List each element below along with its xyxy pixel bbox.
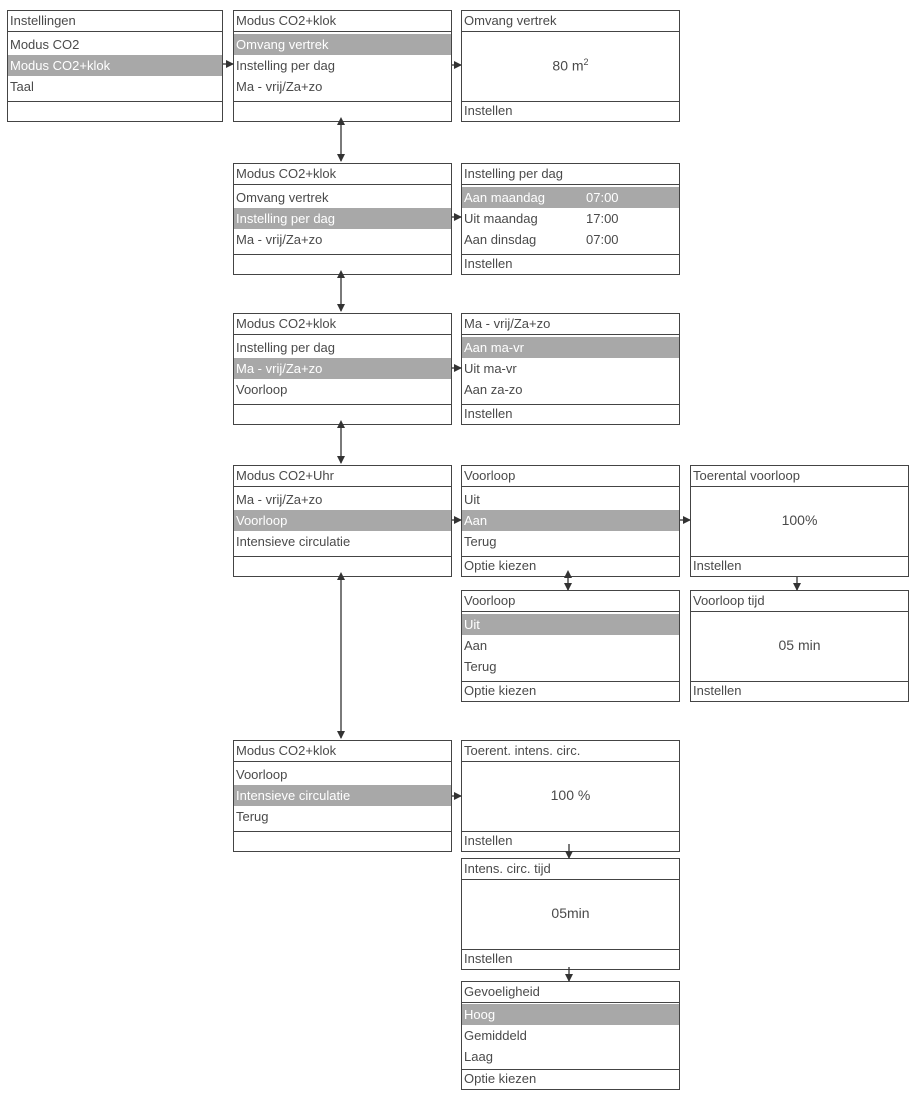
footer-instellen[interactable]: Instellen	[462, 949, 679, 969]
menu-item-ma-vrij[interactable]: Ma - vrij/Za+zo	[236, 492, 323, 507]
screen-title: Omvang vertrek	[462, 11, 679, 32]
option-aan-ma-vr[interactable]: Aan ma-vr	[462, 337, 679, 358]
value-display: 100 %	[550, 787, 591, 803]
menu-item-modus-co2[interactable]: Modus CO2	[10, 37, 80, 52]
footer-instellen[interactable]: Instellen	[462, 254, 679, 274]
footer-instellen[interactable]: Instellen	[462, 101, 679, 121]
option-uit[interactable]: Uit	[464, 492, 480, 507]
row-time: 17:00	[586, 211, 619, 226]
menu-item-intensieve-circulatie[interactable]: Intensieve circulatie	[234, 785, 451, 806]
option-hoog[interactable]: Hoog	[462, 1004, 679, 1025]
menu-item-voorloop[interactable]: Voorloop	[234, 510, 451, 531]
screen-title: Voorloop	[462, 466, 679, 487]
menu-item-modus-co2-klok[interactable]: Modus CO2+klok	[8, 55, 222, 76]
row-label: Uit maandag	[464, 211, 538, 226]
menu-title: Modus CO2+klok	[234, 314, 451, 335]
menu-item-intensieve-circulatie[interactable]: Intensieve circulatie	[236, 534, 351, 549]
menu-item-instelling-per-dag[interactable]: Instelling per dag	[234, 208, 451, 229]
footer-instellen[interactable]: Instellen	[691, 681, 908, 701]
screen-title: Gevoeligheid	[462, 982, 679, 1003]
row-label: Aan maandag	[464, 190, 545, 205]
row-time: 07:00	[586, 232, 619, 247]
option-aan-za-zo[interactable]: Aan za-zo	[464, 382, 523, 397]
option-aan[interactable]: Aan	[464, 638, 488, 653]
menu-title: Modus CO2+klok	[234, 741, 451, 762]
menu-item-ma-vrij[interactable]: Ma - vrij/Za+zo	[236, 232, 323, 247]
footer-instellen[interactable]: Instellen	[462, 404, 679, 424]
option-uit-ma-vr[interactable]: Uit ma-vr	[464, 361, 517, 376]
menu-title: Instellingen	[8, 11, 222, 32]
menu-item-terug[interactable]: Terug	[236, 809, 269, 824]
footer-optie-kiezen[interactable]: Optie kiezen	[462, 681, 679, 701]
menu-item-instelling-per-dag[interactable]: Instelling per dag	[236, 340, 336, 355]
footer-optie-kiezen[interactable]: Optie kiezen	[462, 1069, 679, 1089]
option-gemiddeld[interactable]: Gemiddeld	[464, 1028, 527, 1043]
unit-superscript: 2	[583, 57, 589, 67]
row-time: 07:00	[586, 190, 619, 205]
value-display: 100%	[781, 512, 818, 528]
screen-title: Toerental voorloop	[691, 466, 908, 487]
menu-item-ma-vrij[interactable]: Ma - vrij/Za+zo	[234, 358, 451, 379]
menu-title: Modus CO2+Uhr	[234, 466, 451, 487]
option-terug[interactable]: Terug	[464, 534, 497, 549]
footer-instellen[interactable]: Instellen	[462, 831, 679, 851]
menu-item-omvang-vertrek[interactable]: Omvang vertrek	[234, 34, 451, 55]
screen-title: Ma - vrij/Za+zo	[462, 314, 679, 335]
value-display: 05 min	[778, 637, 821, 653]
value-display: 05min	[551, 905, 590, 921]
option-uit[interactable]: Uit	[462, 614, 679, 635]
option-terug[interactable]: Terug	[464, 659, 497, 674]
option-laag[interactable]: Laag	[464, 1049, 493, 1064]
menu-item-ma-vrij[interactable]: Ma - vrij/Za+zo	[236, 79, 323, 94]
menu-title: Modus CO2+klok	[234, 11, 451, 32]
option-aan[interactable]: Aan	[462, 510, 679, 531]
screen-title: Toerent. intens. circ.	[462, 741, 679, 762]
menu-item-omvang-vertrek[interactable]: Omvang vertrek	[236, 190, 329, 205]
footer-instellen[interactable]: Instellen	[691, 556, 908, 576]
value-text: 80 m	[552, 57, 584, 74]
screen-title: Instelling per dag	[462, 164, 679, 185]
menu-item-voorloop[interactable]: Voorloop	[236, 382, 288, 397]
menu-title: Modus CO2+klok	[234, 164, 451, 185]
screen-title: Voorloop tijd	[691, 591, 908, 612]
menu-item-taal[interactable]: Taal	[10, 79, 34, 94]
row-label: Aan dinsdag	[464, 232, 537, 247]
menu-item-instelling-per-dag[interactable]: Instelling per dag	[236, 58, 336, 73]
screen-title: Voorloop	[462, 591, 679, 612]
menu-item-voorloop[interactable]: Voorloop	[236, 767, 288, 782]
footer-optie-kiezen[interactable]: Optie kiezen	[462, 556, 679, 576]
screen-title: Intens. circ. tijd	[462, 859, 679, 880]
